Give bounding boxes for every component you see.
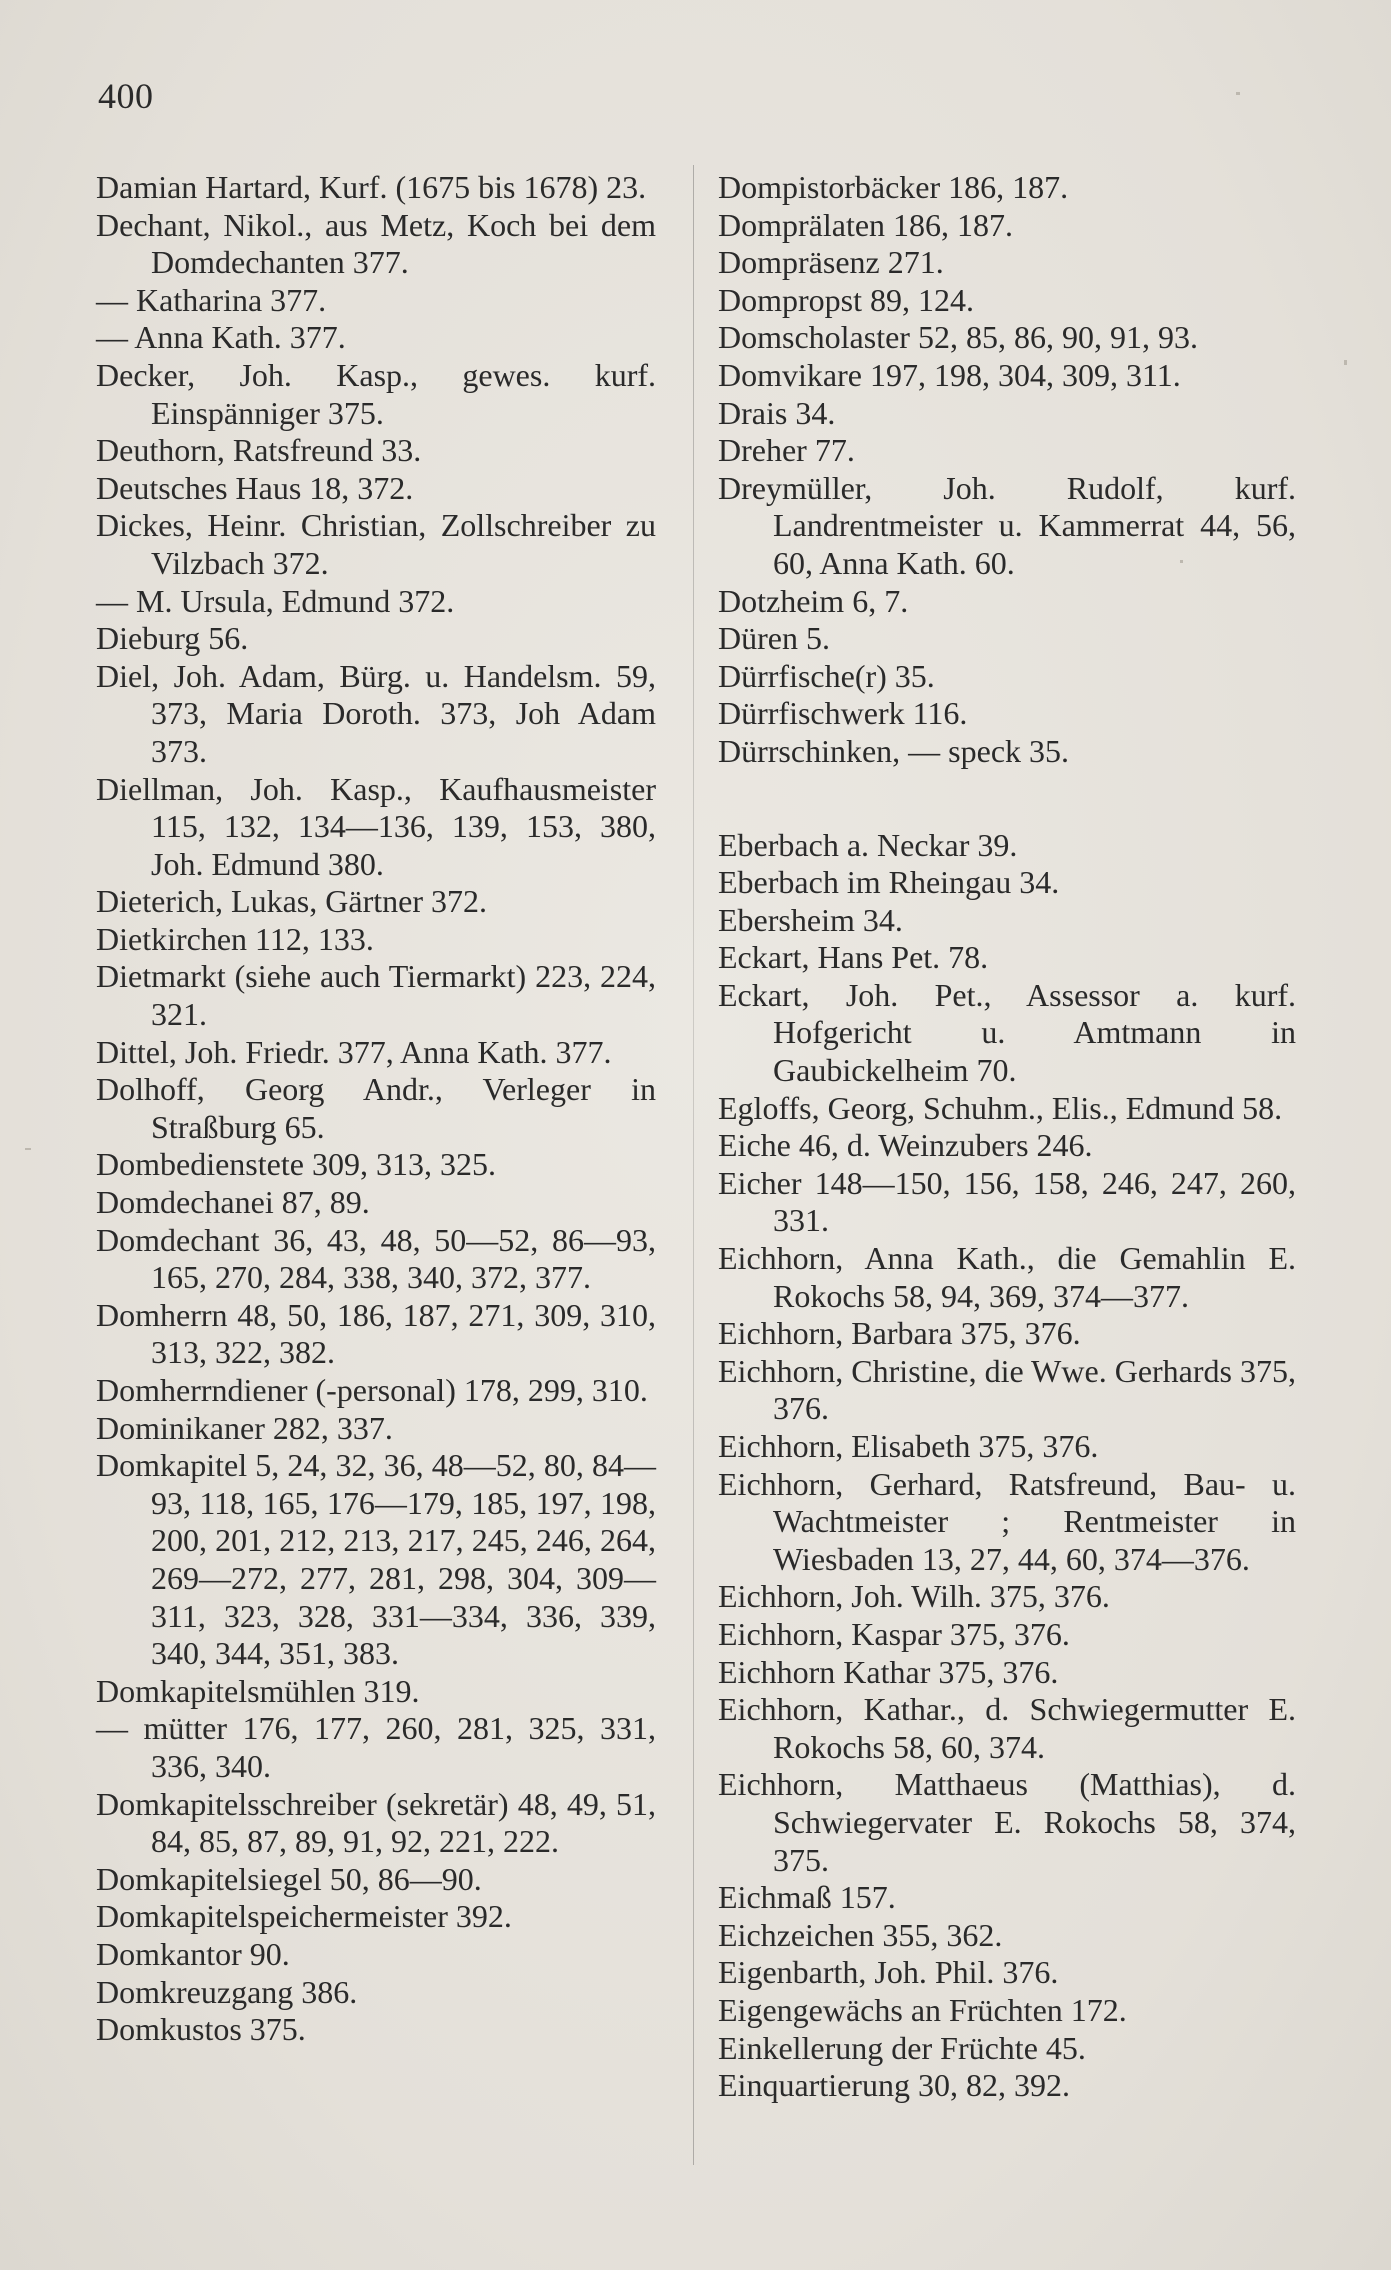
index-entry: Eberbach a. Neckar 39. [718,826,1018,863]
index-entry: Eigengewächs an Früchten 172. [718,1991,1127,2028]
paper-speck [1180,560,1183,563]
index-entry: Deuthorn, Ratsfreund 33. [96,432,422,469]
paper-speck [1236,92,1240,95]
index-entry: Domdechanei 87, 89. [96,1184,370,1221]
index-entry: Domkreuzgang 386. [96,1973,358,2010]
index-entry: Eichhorn, Anna Kath., die Gemahlin E. Rokochs 58, 94, 369, 374—377. [718,1240,1296,1314]
index-column-right [718,169,1296,2105]
index-entry: — M. Ursula, Edmund 372. [96,582,455,619]
index-entry: Domprälaten 186, 187. [718,206,1014,243]
index-entry: — Katharina 377. [96,281,327,318]
paper-speck [1344,360,1347,365]
index-entry: — mütter 176, 177, 260, 281, 325, 331, 336, 340. [96,1710,656,1784]
letter-section-e [718,827,1296,2105]
index-entry: Damian Hartard, Kurf. (1675 bis 1678) 23. [96,169,647,205]
index-entry: Eichhorn, Elisabeth 375, 376. [718,1428,1099,1464]
index-entry: Dieburg 56. [96,620,249,657]
paper-speck [25,1148,31,1150]
index-entry: Eichhorn, Joh. Wilh. 375, 376. [718,1578,1110,1615]
index-entry: Eichhorn, Matthaeus (Matthias), d. Schwiegervater E. Rokochs 58, 374, 375. [718,1766,1296,1878]
index-entry: Dompistorbäcker 186, 187. [718,169,1069,205]
index-entry: Düren 5. [718,620,830,657]
letter-section-d [718,169,1296,771]
index-entry: Eicher 148—150, 156, 158, 246, 247, 260, 331. [718,1164,1296,1239]
index-entry: Diel, Joh. Adam, Bürg. u. Handelsm. 59, 373, Maria Doroth. 373, Joh Adam 373. [96,657,656,769]
index-entry: Egloffs, Georg, Schuhm., Elis., Edmund 58. [718,1089,1283,1126]
index-entry: Dietmarkt (siehe auch Tiermarkt) 223, 224, 321. [96,958,656,1033]
column-divider [693,165,694,2165]
index-entry: Dürrfischwerk 116. [718,695,968,732]
index-entry: Domkustos 375. [96,2011,306,2048]
index-entry: Eichhorn, Kaspar 375, 376. [718,1615,1070,1652]
index-entry: Domkapitelsschreiber (sekretär) 48, 49, 51, 84, 85, 87, 89, 91, 92, 221, 222. [96,1785,656,1860]
index-entry: Eichzeichen 355, 362. [718,1916,1003,1953]
index-column-left [96,169,656,2049]
index-entry: Deutsches Haus 18, 372. [96,469,414,506]
index-entry: Dechant, Nikol., aus Metz, Koch bei dem Domdechanten 377. [96,206,656,281]
index-entry: Domkapitelsiegel 50, 86—90. [96,1860,482,1897]
index-entry: Eiche 46, d. Weinzubers 246. [718,1127,1093,1164]
section-spacer [718,771,1296,827]
index-entry: Eckart, Joh. Pet., Assessor a. kurf. Hofgericht u. Amtmann in Gaubickelheim 70. [718,976,1296,1089]
index-entry: Domherrndiener (-personal) 178, 299, 310. [96,1372,648,1408]
index-entry: Domkapitelspeichermeister 392. [96,1898,512,1935]
index-entry: Dolhoff, Georg Andr., Verleger in Straßburg 65. [96,1071,656,1145]
index-entry: Dieterich, Lukas, Gärtner 372. [96,883,487,920]
index-entry: Dreymüller, Joh. Rudolf, kurf. Landrentmeister u. Kammerrat 44, 56, 60, Anna Kath. 60. [718,469,1296,581]
index-entry: Domvikare 197, 198, 304, 309, 311. [718,356,1181,393]
index-entry: Domkapitelsmühlen 319. [96,1672,420,1709]
index-entry: Eichhorn, Kathar., d. Schwiegermutter E. Rokochs 58, 60, 374. [718,1691,1296,1765]
index-entry: Dominikaner 282, 337. [96,1409,393,1446]
index-entry: Eberbach im Rheingau 34. [718,864,1060,901]
index-entry: Eckart, Hans Pet. 78. [718,939,989,976]
index-entry: Domherrn 48, 50, 186, 187, 271, 309, 310, 313, 322, 382. [96,1296,656,1371]
index-entry: Eichhorn, Barbara 375, 376. [718,1315,1081,1352]
index-entry: Dittel, Joh. Friedr. 377, Anna Kath. 377. [96,1033,612,1070]
index-entry: Dompräsenz 271. [718,244,944,281]
index-entry: Dotzheim 6, 7. [718,582,909,619]
index-entry: Dompropst 89, 124. [718,281,974,318]
index-entry: Drais 34. [718,394,836,431]
index-entry: Einquartierung 30, 82, 392. [718,2067,1070,2104]
index-entry: Dreher 77. [718,432,855,469]
index-entry: — Anna Kath. 377. [96,319,346,356]
index-entry: Einkellerung der Früchte 45. [718,2029,1086,2066]
index-entry: Eichhorn Kathar 375, 376. [718,1653,1059,1690]
index-entry: Dietkirchen 112, 133. [96,920,374,957]
index-entry: Domkantor 90. [96,1935,290,1972]
index-entry: Eichhorn, Christine, die Wwe. Gerhards 375, 376. [718,1352,1296,1427]
index-entry: Eichhorn, Gerhard, Ratsfreund, Bau- u. Wachtmeister ; Rentmeister in Wiesbaden 13, 27, 44, 60, 374—376. [718,1465,1296,1577]
index-entry: Dickes, Heinr. Christian, Zollschreiber zu Vilzbach 372. [96,507,656,581]
index-entry: Decker, Joh. Kasp., gewes. kurf. Einspänniger 375. [96,356,656,431]
page-number: 400 [98,76,154,116]
index-entry: Domscholaster 52, 85, 86, 90, 91, 93. [718,319,1198,356]
index-entry: Dürrschinken, — speck 35. [718,732,1070,769]
index-entry: Eichmaß 157. [718,1879,896,1916]
index-entry: Domkapitel 5, 24, 32, 36, 48—52, 80, 84—93, 118, 165, 176—179, 185, 197, 198, 200, 201, 212, 213, 217, 245, 246, 264, 269—272, 277, 281, 298, 304, 309—311, 323, 328, 331—334, 336, 339, 340, 344, 351, 383. [96,1447,656,1672]
index-entry: Eigenbarth, Joh. Phil. 376. [718,1954,1059,1991]
index-entry: Domdechant 36, 43, 48, 50—52, 86—93, 165, 270, 284, 338, 340, 372, 377. [96,1221,656,1296]
index-entry: Diellman, Joh. Kasp., Kaufhausmeister 115, 132, 134—136, 139, 153, 380, Joh. Edmund 380. [96,770,656,882]
index-entry: Dürrfische(r) 35. [718,657,935,694]
index-entry: Dombedienstete 309, 313, 325. [96,1146,496,1183]
index-entry: Ebersheim 34. [718,901,903,938]
